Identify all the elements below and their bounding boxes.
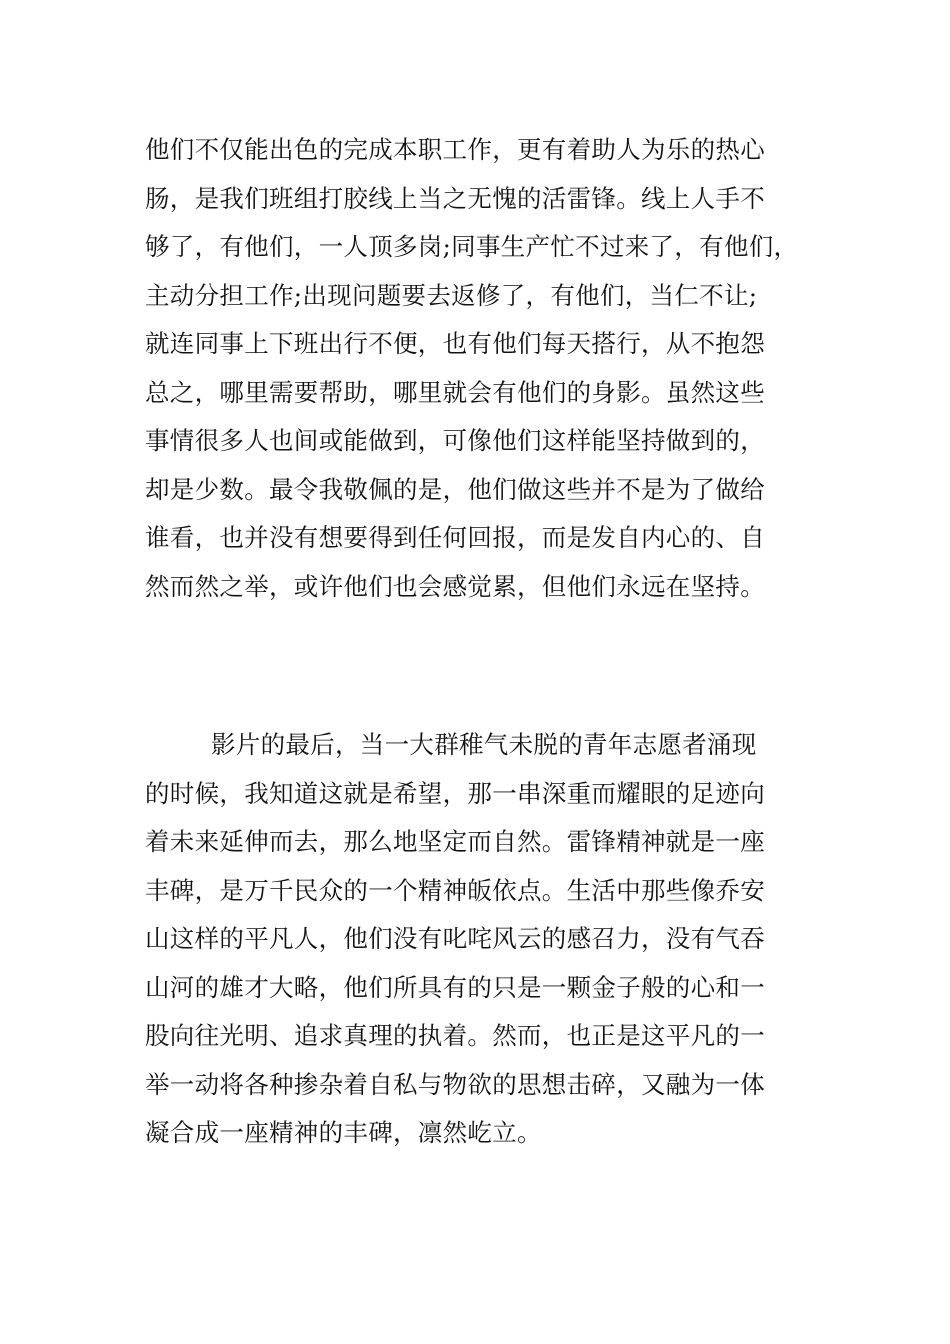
- paragraph-line: 丰碑，是万千民众的一个精神皈依点。生活中那些像乔安: [145, 875, 765, 905]
- paragraph-line: 股向往光明、追求真理的执着。然而，也正是这平凡的一: [145, 1021, 765, 1050]
- paragraph-2: [145, 721, 825, 1158]
- paragraph-line: 总之，哪里需要帮助，哪里就会有他们的身影。虽然这些: [145, 377, 765, 407]
- paragraph-line: 举一动将各种掺杂着自私与物欲的思想击碎，又融为一体: [145, 1069, 765, 1099]
- paragraph-line: 事情很多人也间或能做到，可像他们这样能坚持做到的，: [145, 426, 765, 455]
- paragraph-line: 着未来延伸而去，那么地坚定而自然。雷锋精神就是一座: [145, 827, 765, 856]
- paragraph-line: 然而然之举，或许他们也会感觉累，但他们永远在坚持。: [145, 571, 765, 601]
- paragraph-line: 主动分担工作;出现问题要去返修了，有他们，当仁不让;: [145, 280, 758, 310]
- paragraph-line: 山河的雄才大略，他们所具有的只是一颗金子般的心和一: [145, 972, 765, 1002]
- paragraph-line: 够了，有他们，一人顶多岗;同事生产忙不过来了，有他们，: [145, 232, 799, 261]
- paragraph-line: 他们不仅能出色的完成本职工作，更有着助人为乐的热心: [145, 135, 765, 164]
- paragraph-line: 肠，是我们班组打胶线上当之无愧的活雷锋。线上人手不: [145, 183, 765, 213]
- paragraph-line: 凝合成一座精神的丰碑，凛然屹立。: [145, 1118, 542, 1147]
- paragraph-line: 的时候，我知道这就是希望，那一串深重而耀眼的足迹向: [145, 778, 765, 808]
- paragraph-line-indented: 影片的最后，当一大群稚气未脱的青年志愿者涌现: [211, 730, 757, 759]
- paragraph-1: [145, 126, 825, 611]
- paragraph-line: 却是少数。最令我敬佩的是，他们做这些并不是为了做给: [145, 474, 765, 504]
- paragraph-line: 山这样的平凡人，他们没有叱咤风云的感召力，没有气吞: [145, 924, 765, 953]
- paragraph-line: 谁看，也并没有想要得到任何回报，而是发自内心的、自: [145, 523, 765, 552]
- paragraph-line: 就连同事上下班出行不便，也有他们每天搭行，从不抱怨: [145, 329, 765, 358]
